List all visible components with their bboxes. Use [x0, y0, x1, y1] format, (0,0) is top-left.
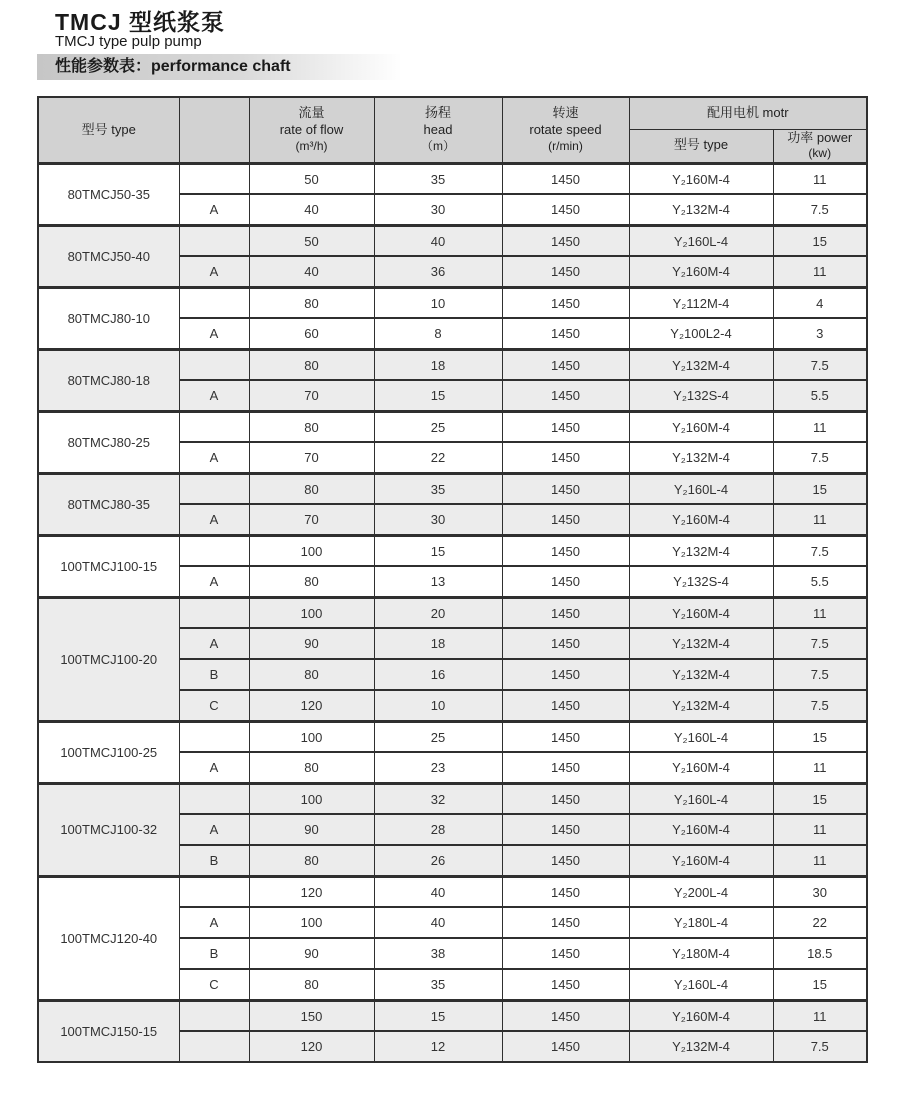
variant-cell: [179, 225, 249, 256]
header-flow: [249, 97, 374, 163]
variant-cell: A: [179, 380, 249, 411]
header-speed-unit: (r/min): [548, 139, 583, 154]
power-cell: 15: [773, 969, 867, 1000]
variant-cell: [179, 535, 249, 566]
head-cell: 40: [374, 225, 502, 256]
head-cell: 20: [374, 597, 502, 628]
speed-cell: 1450: [502, 194, 629, 225]
flow-cell: 100: [249, 721, 374, 752]
speed-cell: 1450: [502, 907, 629, 938]
power-cell: 15: [773, 225, 867, 256]
speed-cell: 1450: [502, 287, 629, 318]
speed-cell: 1450: [502, 659, 629, 690]
power-cell: 5.5: [773, 380, 867, 411]
performance-table: [37, 96, 868, 1063]
head-cell: 40: [374, 876, 502, 907]
variant-cell: [179, 876, 249, 907]
head-cell: 30: [374, 504, 502, 535]
variant-cell: B: [179, 938, 249, 969]
pump-model-cell: 100TMCJ100-25: [38, 721, 179, 783]
variant-cell: A: [179, 194, 249, 225]
table-row: [38, 721, 867, 752]
motor-model-cell: Y₂100L2-4: [629, 318, 773, 349]
flow-cell: 50: [249, 163, 374, 194]
head-cell: 38: [374, 938, 502, 969]
pump-model-cell: 80TMCJ80-25: [38, 411, 179, 473]
pump-model-cell: 80TMCJ50-40: [38, 225, 179, 287]
flow-cell: 80: [249, 566, 374, 597]
head-cell: 28: [374, 814, 502, 845]
motor-model-cell: Y₂132M-4: [629, 690, 773, 721]
variant-cell: [179, 1000, 249, 1031]
speed-cell: 1450: [502, 349, 629, 380]
speed-cell: 1450: [502, 225, 629, 256]
speed-cell: 1450: [502, 1031, 629, 1062]
table-row: [38, 287, 867, 318]
motor-model-cell: Y₂160L-4: [629, 969, 773, 1000]
power-cell: 5.5: [773, 566, 867, 597]
variant-cell: [179, 721, 249, 752]
header-motor-power-label: 功率 power: [787, 129, 853, 145]
power-cell: 18.5: [773, 938, 867, 969]
head-cell: 15: [374, 1000, 502, 1031]
power-cell: 7.5: [773, 1031, 867, 1062]
table-row: [38, 349, 867, 380]
header-motor-model: 型号 type: [629, 129, 773, 163]
power-cell: 30: [773, 876, 867, 907]
variant-cell: A: [179, 256, 249, 287]
power-cell: 11: [773, 752, 867, 783]
power-cell: 4: [773, 287, 867, 318]
head-cell: 18: [374, 349, 502, 380]
motor-model-cell: Y₂200L-4: [629, 876, 773, 907]
power-cell: 7.5: [773, 690, 867, 721]
motor-model-cell: Y₂180L-4: [629, 907, 773, 938]
flow-cell: 50: [249, 225, 374, 256]
motor-model-cell: Y₂160L-4: [629, 783, 773, 814]
head-cell: 36: [374, 256, 502, 287]
pump-model-cell: 80TMCJ80-35: [38, 473, 179, 535]
motor-model-cell: Y₂132M-4: [629, 349, 773, 380]
motor-model-cell: Y₂132S-4: [629, 380, 773, 411]
page-subtitle: TMCJ type pulp pump: [55, 33, 202, 50]
variant-cell: C: [179, 969, 249, 1000]
motor-model-cell: Y₂112M-4: [629, 287, 773, 318]
power-cell: 11: [773, 845, 867, 876]
motor-model-cell: Y₂132M-4: [629, 659, 773, 690]
header-flow-cn: 流量: [298, 105, 325, 121]
variant-cell: B: [179, 659, 249, 690]
speed-cell: 1450: [502, 256, 629, 287]
speed-cell: 1450: [502, 566, 629, 597]
pump-model-cell: 80TMCJ80-10: [38, 287, 179, 349]
header-motor-power-unit: (kw): [808, 146, 832, 161]
flow-cell: 90: [249, 814, 374, 845]
table-row: [38, 783, 867, 814]
table-row: [38, 535, 867, 566]
flow-cell: 150: [249, 1000, 374, 1031]
motor-model-cell: Y₂160M-4: [629, 597, 773, 628]
flow-cell: 100: [249, 597, 374, 628]
header-speed-cn: 转速: [552, 105, 579, 121]
power-cell: 15: [773, 721, 867, 752]
pump-model-cell: 80TMCJ80-18: [38, 349, 179, 411]
flow-cell: 40: [249, 194, 374, 225]
variant-cell: A: [179, 504, 249, 535]
header-speed: [502, 97, 629, 163]
power-cell: 7.5: [773, 349, 867, 380]
flow-cell: 70: [249, 504, 374, 535]
motor-model-cell: Y₂160M-4: [629, 814, 773, 845]
table-row: [38, 411, 867, 442]
header-flow-en: rate of flow: [279, 122, 344, 138]
page-title: TMCJ 型纸浆泵: [55, 9, 225, 35]
header-speed-en: rotate speed: [529, 122, 602, 138]
flow-cell: 100: [249, 783, 374, 814]
variant-cell: [179, 783, 249, 814]
pump-model-cell: 100TMCJ100-20: [38, 597, 179, 721]
motor-model-cell: Y₂160L-4: [629, 473, 773, 504]
head-cell: 12: [374, 1031, 502, 1062]
variant-cell: A: [179, 814, 249, 845]
table-body: [38, 163, 867, 1062]
speed-cell: 1450: [502, 783, 629, 814]
speed-cell: 1450: [502, 628, 629, 659]
head-cell: 18: [374, 628, 502, 659]
power-cell: 11: [773, 504, 867, 535]
head-cell: 35: [374, 163, 502, 194]
motor-model-cell: Y₂132M-4: [629, 1031, 773, 1062]
pump-model-cell: 100TMCJ100-15: [38, 535, 179, 597]
header-motor-power: [773, 129, 867, 163]
variant-cell: B: [179, 845, 249, 876]
head-cell: 15: [374, 535, 502, 566]
speed-cell: 1450: [502, 876, 629, 907]
variant-cell: [179, 1031, 249, 1062]
header-head-cn: 扬程: [424, 105, 451, 121]
speed-cell: 1450: [502, 752, 629, 783]
head-cell: 26: [374, 845, 502, 876]
speed-cell: 1450: [502, 1000, 629, 1031]
flow-cell: 80: [249, 411, 374, 442]
pump-model-cell: 80TMCJ50-35: [38, 163, 179, 225]
head-cell: 13: [374, 566, 502, 597]
variant-cell: A: [179, 318, 249, 349]
head-cell: 25: [374, 721, 502, 752]
head-cell: 25: [374, 411, 502, 442]
variant-cell: C: [179, 690, 249, 721]
motor-model-cell: Y₂160M-4: [629, 1000, 773, 1031]
power-cell: 22: [773, 907, 867, 938]
variant-cell: A: [179, 442, 249, 473]
head-cell: 10: [374, 690, 502, 721]
power-cell: 11: [773, 814, 867, 845]
variant-cell: [179, 287, 249, 318]
section-title: 性能参数表：performance chaft: [55, 58, 291, 75]
flow-cell: 100: [249, 907, 374, 938]
motor-model-cell: Y₂160M-4: [629, 256, 773, 287]
head-cell: 22: [374, 442, 502, 473]
head-cell: 40: [374, 907, 502, 938]
head-cell: 32: [374, 783, 502, 814]
variant-cell: A: [179, 907, 249, 938]
head-cell: 23: [374, 752, 502, 783]
power-cell: 7.5: [773, 442, 867, 473]
head-cell: 30: [374, 194, 502, 225]
pump-model-cell: 100TMCJ100-32: [38, 783, 179, 876]
table-row: [38, 163, 867, 194]
head-cell: 16: [374, 659, 502, 690]
header-model: 型号 type: [38, 97, 179, 163]
speed-cell: 1450: [502, 969, 629, 1000]
motor-model-cell: Y₂132M-4: [629, 442, 773, 473]
flow-cell: 80: [249, 349, 374, 380]
header-head-en: head: [423, 122, 453, 138]
header-motor: 配用电机 motr: [629, 97, 867, 129]
motor-model-cell: Y₂132M-4: [629, 194, 773, 225]
header-flow-unit: (m³/h): [295, 139, 328, 154]
speed-cell: 1450: [502, 597, 629, 628]
table-row: [38, 876, 867, 907]
speed-cell: 1450: [502, 504, 629, 535]
power-cell: 11: [773, 163, 867, 194]
head-cell: 15: [374, 380, 502, 411]
variant-cell: [179, 597, 249, 628]
flow-cell: 40: [249, 256, 374, 287]
section-title-bar: [37, 54, 402, 80]
table-header: [38, 97, 867, 163]
flow-cell: 90: [249, 628, 374, 659]
table-row: [38, 1000, 867, 1031]
speed-cell: 1450: [502, 380, 629, 411]
motor-model-cell: Y₂160M-4: [629, 504, 773, 535]
speed-cell: 1450: [502, 411, 629, 442]
speed-cell: 1450: [502, 690, 629, 721]
speed-cell: 1450: [502, 814, 629, 845]
motor-model-cell: Y₂160M-4: [629, 845, 773, 876]
table-row: [38, 597, 867, 628]
flow-cell: 80: [249, 752, 374, 783]
motor-model-cell: Y₂160M-4: [629, 411, 773, 442]
variant-cell: A: [179, 752, 249, 783]
speed-cell: 1450: [502, 721, 629, 752]
speed-cell: 1450: [502, 473, 629, 504]
head-cell: 8: [374, 318, 502, 349]
motor-model-cell: Y₂160M-4: [629, 163, 773, 194]
speed-cell: 1450: [502, 535, 629, 566]
flow-cell: 80: [249, 845, 374, 876]
motor-model-cell: Y₂132M-4: [629, 628, 773, 659]
variant-cell: [179, 349, 249, 380]
flow-cell: 120: [249, 1031, 374, 1062]
motor-model-cell: Y₂160L-4: [629, 225, 773, 256]
flow-cell: 70: [249, 380, 374, 411]
power-cell: 15: [773, 783, 867, 814]
variant-cell: [179, 411, 249, 442]
variant-cell: [179, 163, 249, 194]
flow-cell: 120: [249, 690, 374, 721]
head-cell: 10: [374, 287, 502, 318]
head-cell: 35: [374, 473, 502, 504]
speed-cell: 1450: [502, 318, 629, 349]
flow-cell: 80: [249, 473, 374, 504]
power-cell: 11: [773, 1000, 867, 1031]
power-cell: 15: [773, 473, 867, 504]
power-cell: 3: [773, 318, 867, 349]
flow-cell: 80: [249, 659, 374, 690]
power-cell: 7.5: [773, 628, 867, 659]
speed-cell: 1450: [502, 442, 629, 473]
table-row: [38, 473, 867, 504]
flow-cell: 60: [249, 318, 374, 349]
pump-model-cell: 100TMCJ120-40: [38, 876, 179, 1000]
motor-model-cell: Y₂160L-4: [629, 721, 773, 752]
header-variant: [179, 97, 249, 163]
head-cell: 35: [374, 969, 502, 1000]
power-cell: 7.5: [773, 659, 867, 690]
header-head: [374, 97, 502, 163]
variant-cell: [179, 473, 249, 504]
variant-cell: A: [179, 628, 249, 659]
flow-cell: 120: [249, 876, 374, 907]
power-cell: 11: [773, 411, 867, 442]
flow-cell: 90: [249, 938, 374, 969]
motor-model-cell: Y₂132S-4: [629, 566, 773, 597]
power-cell: 11: [773, 597, 867, 628]
variant-cell: A: [179, 566, 249, 597]
speed-cell: 1450: [502, 938, 629, 969]
motor-model-cell: Y₂132M-4: [629, 535, 773, 566]
flow-cell: 70: [249, 442, 374, 473]
pump-model-cell: 100TMCJ150-15: [38, 1000, 179, 1062]
header-head-unit: （m）: [421, 139, 455, 154]
flow-cell: 80: [249, 287, 374, 318]
motor-model-cell: Y₂180M-4: [629, 938, 773, 969]
table-row: [38, 225, 867, 256]
motor-model-cell: Y₂160M-4: [629, 752, 773, 783]
flow-cell: 100: [249, 535, 374, 566]
speed-cell: 1450: [502, 845, 629, 876]
speed-cell: 1450: [502, 163, 629, 194]
power-cell: 7.5: [773, 535, 867, 566]
flow-cell: 80: [249, 969, 374, 1000]
power-cell: 11: [773, 256, 867, 287]
power-cell: 7.5: [773, 194, 867, 225]
